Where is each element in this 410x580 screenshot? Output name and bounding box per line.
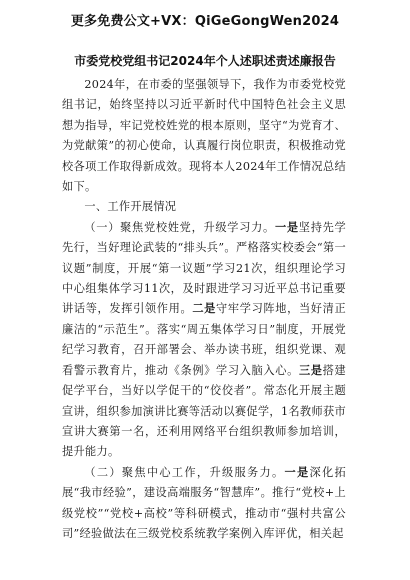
intro-paragraph: 2024年，在市委的坚强领导下，我作为市委党校党组书记，始终坚持以习近平新时代中国特色社会主义思想为指导，牢记党校姓党的根本原则，坚守“为党育才、为党献策”的初心使命，认真履行岗位职责，积极推动党校各项工作取得新成效。现将本人2024年工作情况总结如下。 (62, 78, 346, 194)
point-marker: 一是 (284, 465, 310, 479)
point-marker: 二是 (192, 302, 217, 316)
point-text: 坚持先学先行，当好理论武装的“排头兵”。严格落实校委会“第一议题”制度，开展“第一议题”学习21次，组织理论学习中心组集体学习11次，及时跟进学习习近平总书记重要讲话等，发挥引领作用。 (62, 220, 346, 316)
document-title: 市委党校党组书记2024年个人述职述责述廉报告 (74, 54, 336, 68)
document-body (62, 75, 346, 544)
point-text: 搭建促学平台，当好以学促干的“佼佼者”。常态化开展主题宣讲，组织参加演讲比赛等活动以赛促学，1名教师获市宣讲大赛第一名，还利用网络平台组织教师参加培训，提升能力。 (62, 363, 346, 459)
section-heading: 一、工作开展情况 (84, 200, 177, 214)
promo-banner: 更多免费公文+VX：QiGeGongWen2024 (70, 14, 340, 29)
paragraph-lead: （一）聚焦党校姓党，升级学习力。 (84, 220, 275, 234)
paragraph-lead: （二）聚焦中心工作，升级服务力。 (84, 465, 285, 479)
point-text: 深化拓展“我市经验”，建设高端服务“智慧库”。推行“党校+上级党校”“党校+高校”等科研模式，推动市“强村共富公司”经验做法在三级党校系统教学案例入库评优，相关起 (62, 465, 346, 540)
paragraph-service (62, 463, 346, 545)
point-marker: 一是 (274, 220, 299, 234)
point-marker: 三是 (298, 363, 323, 377)
point-text: 守牢学习阵地，当好清正廉洁的“示范生”。落实“周五集体学习日”制度，开展党纪学习教育，召开部署会、举办读书班，组织党课、观看警示教育片，推动《条例》学习入脑入心。 (62, 302, 346, 377)
paragraph-learning (62, 218, 346, 463)
